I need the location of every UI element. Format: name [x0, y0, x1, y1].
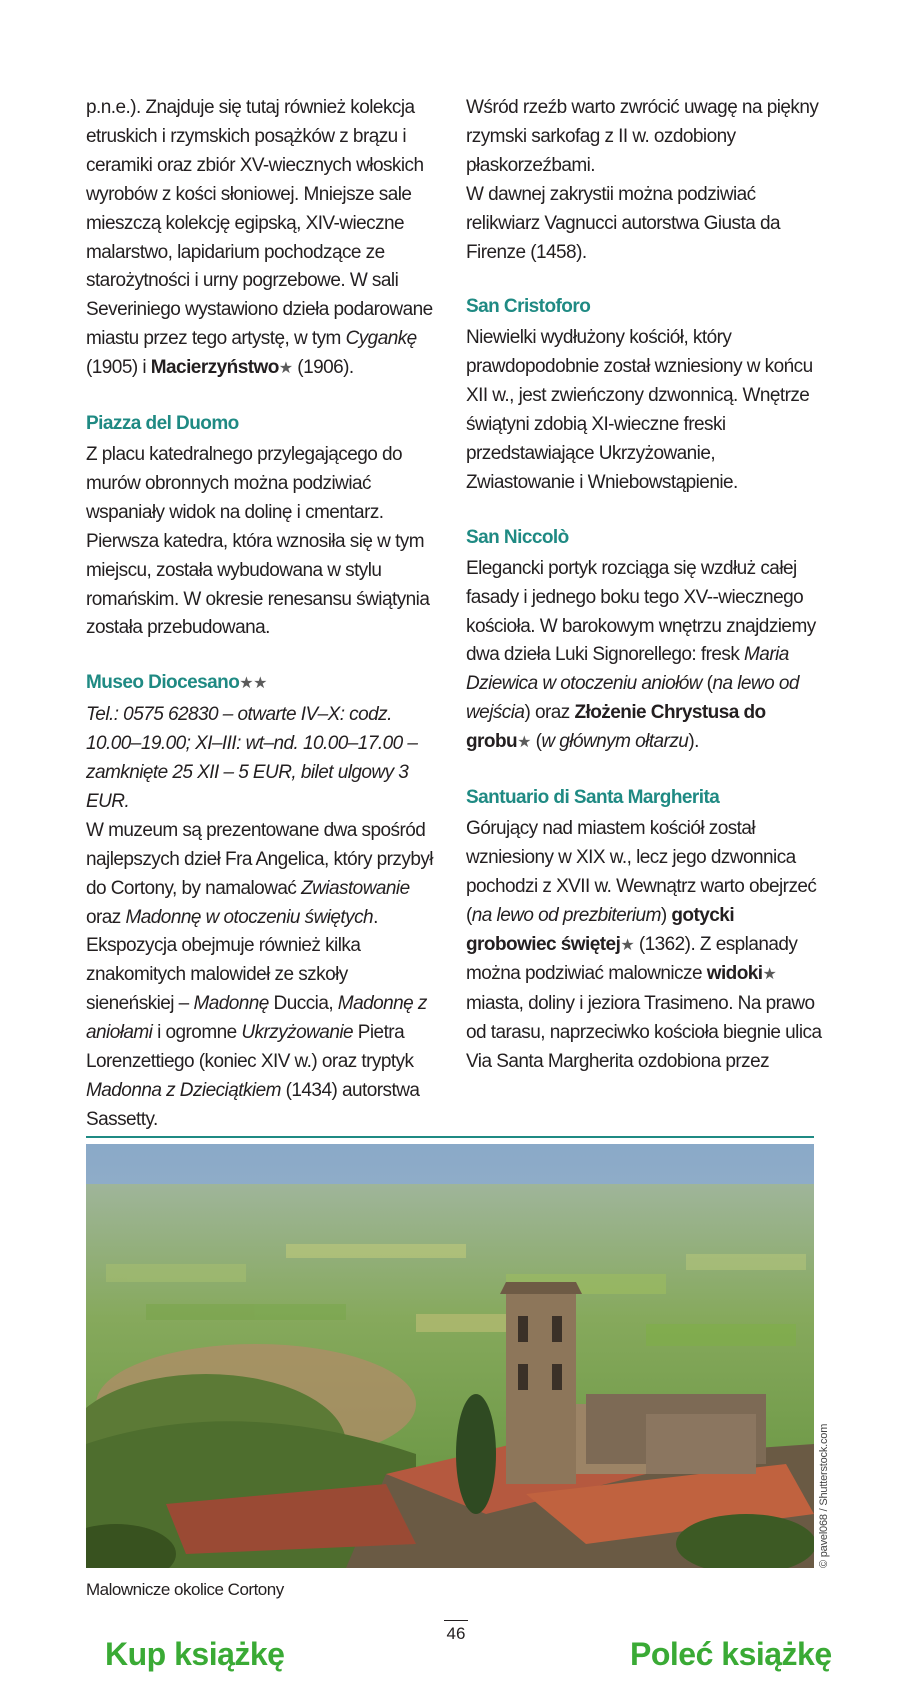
margherita-paragraph: [466, 815, 826, 1077]
museo-text-5: i ogromne: [152, 1022, 242, 1044]
piazza-paragraph: Z placu katedralnego przylegającego do murów obronnych można podziwiać wspaniały widok na dolinę i cmentarz. Pierwsza katedra, która wznosiła się w tym miejscu, została wybudowana w stylu romańskim. W okresie renesansu świątynia została przebudowana.: [86, 443, 430, 639]
recommend-book-button[interactable]: Poleć książkę: [630, 1636, 832, 1672]
left-column: [86, 94, 438, 1135]
museo-text-6: Pietra Lorenzettiego (koniec XIV w.) oraz tryptyk: [86, 1022, 414, 1073]
museo-italic-3: Madonnę: [193, 993, 269, 1015]
niccolo-text-3: ) oraz: [524, 702, 575, 724]
photo-caption: Malownicze okolice Cortony: [86, 1580, 284, 1599]
intro-text: p.n.e.). Znajduje się tutaj również kolekcja etruskich i rzymskich posążków z brązu i ceramiki oraz zbiór XV-wiecznych włoskich wyrobów z kości słoniowej. Mniejsze sale mieszczą kolekcję egipską, XIV-wieczne malarstwo, lapidarium pochodzące ze starożytności i urny pogrzebowe. W sali Severiniego wystawiono dzieła podarowane miastu przez tego artystę, w tym: [86, 97, 433, 350]
museo-italic-4: Madonnę z aniołami: [86, 993, 427, 1044]
star-icon: ★: [517, 734, 531, 752]
niccolo-bold-1: Złożenie Chrystusa do grobu: [466, 702, 766, 753]
niccolo-text-2: (: [701, 673, 713, 695]
heading-san-niccolo: San Niccolò: [466, 526, 569, 548]
museo-italic-5: Ukrzyżowanie: [241, 1022, 354, 1044]
museo-paragraph: [86, 817, 438, 1135]
two-star-icon: ★★: [239, 675, 267, 693]
heading-san-cristoforo: San Cristoforo: [466, 296, 591, 318]
marg-bold-1: gotycki grobowiec świętej: [466, 904, 735, 955]
museo-italic-6: Madonna z Dzieciątkiem: [86, 1080, 281, 1101]
intro-text-mid: (1905) i: [86, 357, 151, 379]
marg-text-3: (1362). Z esplanady można podziwiać malownicze: [466, 933, 798, 985]
niccolo-text-1: Elegancki portyk rozciąga się wzdłuż całej fasady i jednego boku tego XV--wiecznego kościoła. W barokowym wnętrzu znajdziemy dwa dzieła Luki Signorellego: fresk: [466, 557, 816, 666]
museo-text-4: Duccia,: [268, 993, 338, 1015]
right-column: [466, 94, 826, 1077]
heading-museo-text: Museo Diocesano: [86, 672, 240, 694]
museo-text-3: . Ekspozycja obejmuje również kilka znakomitych malowideł ze szkoły sieneńskiej –: [86, 906, 378, 1015]
intro-italic-cyganke: Cygankę: [345, 328, 417, 350]
sarcophagus-paragraph: Wśród rzeźb warto zwrócić uwagę na piękny rzymski sarkofag z II w. ozdobiony płaskorzeźbami.: [466, 97, 819, 176]
museo-info: Tel.: 0575 62830 – otwarte IV–X: codz. 10.00–19.00; XI–III: wt–nd. 10.00–17.00 – zamknięte 25 XII – 5 EUR, bilet ulgowy 3 EUR.: [86, 704, 418, 812]
niccolo-italic-2: na lewo od wejścia: [466, 673, 799, 724]
intro-text-end: (1906).: [292, 357, 354, 379]
marg-italic-1: na lewo od prezbiterium: [471, 904, 661, 926]
niccolo-italic-1: Maria Dziewica w otoczeniu aniołów: [466, 644, 789, 695]
heading-museo-diocesano: [86, 669, 438, 699]
section-divider: [86, 1136, 814, 1138]
reliquary-paragraph: W dawnej zakrystii można podziwiać relikwiarz Vagnucci autorstwa Giusta da Firenze (1458).: [466, 183, 781, 263]
page-number: 46: [446, 1624, 466, 1643]
museo-italic-1: Zwiastowanie: [301, 877, 410, 899]
niccolo-text-4: (: [530, 731, 542, 753]
heading-piazza-del-duomo: Piazza del Duomo: [86, 413, 239, 435]
heading-santa-margherita: Santuario di Santa Margherita: [466, 787, 720, 809]
marg-text-4: miasta, doliny i jeziora Trasimeno. Na prawo od tarasu, naprzeciwko kościoła biegnie ulica Via Santa Margherita ozdobiona przez: [466, 993, 822, 1073]
page-number-rule: [444, 1620, 468, 1621]
star-icon: ★: [278, 360, 293, 378]
star-icon: ★: [620, 936, 635, 954]
niccolo-text-5: ).: [688, 731, 699, 753]
intro-bold-macierzynstwo: Macierzyństwo: [150, 357, 279, 379]
buy-book-button[interactable]: Kup książkę: [105, 1636, 285, 1672]
marg-text-2: ): [660, 904, 672, 926]
star-icon: ★: [762, 966, 777, 984]
museo-italic-2: Madonnę w otoczeniu świętych: [125, 906, 374, 928]
museo-text-1: W muzeum są prezentowane dwa spośród najlepszych dzieł Fra Angelica, który przybył do Cortony, by namalować: [86, 819, 433, 899]
cristoforo-paragraph: Niewielki wydłużony kościół, który prawdopodobnie został wzniesiony w końcu XII w., jest zwieńczony dzwonnicą. Wnętrze świątyni zdobią XI-wieczne freski przedstawiające Ukrzyżowanie, Zwiastowanie i Wniebowstąpienie.: [466, 327, 813, 493]
photo-credit: © pavel068 / Shutterstock.com: [818, 1423, 830, 1568]
museo-text-2: oraz: [86, 906, 126, 928]
cortona-landscape-photo: [86, 1144, 814, 1568]
niccolo-italic-3: w głównym ołtarzu: [541, 731, 689, 753]
marg-bold-2: widoki: [706, 963, 763, 985]
niccolo-paragraph: [466, 555, 826, 758]
landscape-illustration: [86, 1144, 814, 1568]
marg-text-1: Górujący nad miastem kościół został wzniesiony w XIX w., lecz jego dzwonnica pochodzi z XVII w. Wewnątrz warto obejrzeć (: [466, 817, 817, 926]
intro-paragraph: [86, 94, 438, 384]
museo-text-7: (1434) autorstwa Sassetty.: [86, 1080, 420, 1130]
